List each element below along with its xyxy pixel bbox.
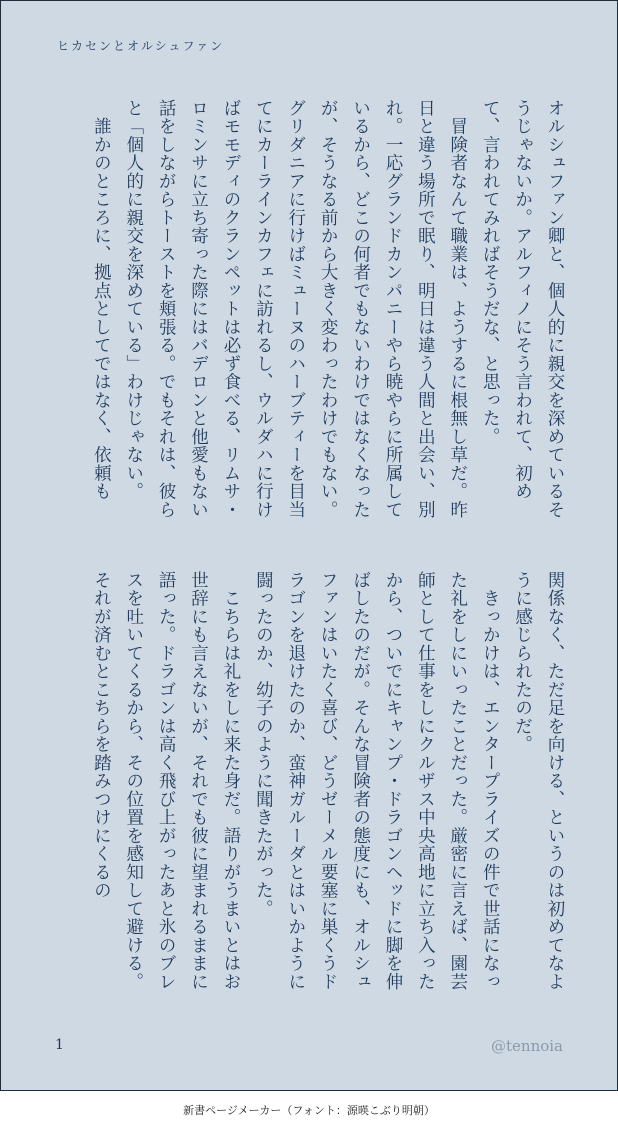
paragraph: こちらは礼をしに来た身だ。語りがうまいとはお世辞にも言えないが、それでも彼に望まれるままに語った。ドラゴンは高く飛び上がったあと氷のブレスを吐いてくるから、その位置を感知して避ける。それが済むとこちらを踏みつけにくるの (91, 571, 241, 991)
author-handle: @tennoia (491, 1037, 563, 1055)
text-block-lower (51, 571, 571, 993)
paragraph: 関係なく、ただ足を向ける、というのは初めてなように感じられたのだ。 (512, 571, 565, 991)
page-header-title: ヒカセンとオルシュファン (57, 39, 225, 53)
footer-credit: 新書ページメーカー（フォント：源暎こぶり明朝） (183, 1104, 435, 1117)
paragraph: 冒険者なんて職業は、ようするに根無し草だ。昨日と違う場所で眠り、明日は違う人間と出会い、別れ。一応グランドカンパニーやら暁やらに所属しているから、どこの何者でもないわけではなくなったが、そうなる前から大きく変わったわけでもない。グリダニアに行けばミューヌのハーブティーを目当てにカーラインカフェに訪れるし、ウルダハに行けばモモディのクランペットは必ず食べる、リムサ・ロミンサに立ち寄った際にはバデロンと他愛もない話をしながらトーストを頬張る。でもそれは、彼らと「個人的に親交を深めている」わけじゃない。 (123, 99, 468, 519)
paragraph: オルシュファン卿と、個人的に親交を深めているそうじゃないか。アルフィノにそう言われて、初めて、言われてみればそうだな、と思った。 (480, 99, 565, 519)
page-number: 1 (55, 1037, 64, 1053)
paragraph: 誰かのところに、拠点としてではなく、依頼も (91, 99, 112, 501)
text-block-upper (51, 99, 571, 521)
paragraph: きっかけは、エンタープライズの件で世話になった礼をしにいったことだった。厳密に言えば、園芸師として仕事をしにクルザス中央高地に立ち入ったから、ついでにキャンプ・ドラゴンヘッドに脚を伸ばしたのだが。そんな冒険者の態度にも、オルシュファンはいたく喜び、どうゼーメル要塞に巣くうドラゴンを退けたのか、蛮神ガルーダとはいかように闘ったのか、幼子のように聞きたがった。 (253, 571, 501, 991)
